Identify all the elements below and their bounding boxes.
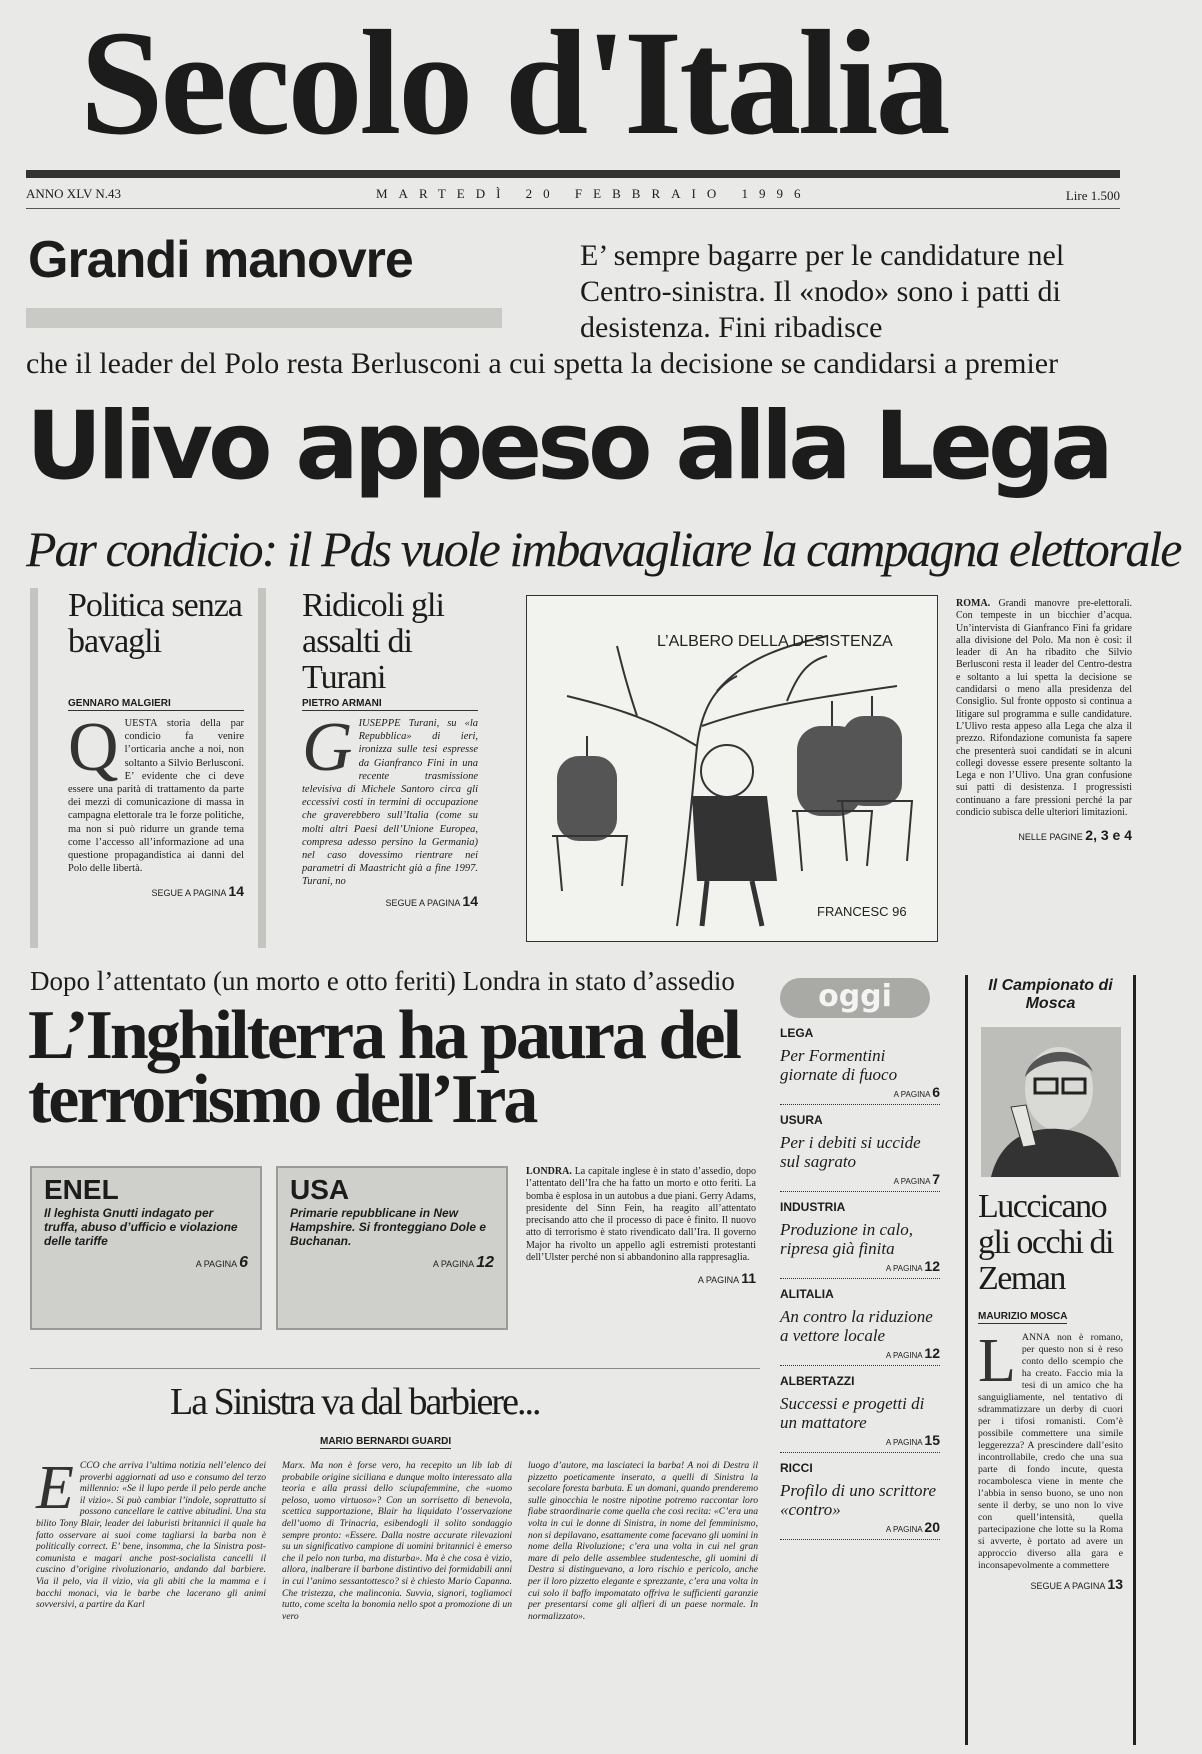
- oggi-column: [780, 978, 940, 1540]
- sport-body: [978, 1327, 1123, 1572]
- roma-dateline: ROMA.: [956, 598, 991, 609]
- oggi-title: Produzione in calo, ripresa già finita: [780, 1220, 913, 1258]
- sport-byline: MAURIZIO MOSCA: [978, 1311, 1068, 1322]
- london-body: [526, 1166, 756, 1264]
- sub-headline: Par condicio: il Pds vuole imbavagliare la campagna elettorale: [26, 521, 1181, 577]
- oggi-title: Successi e progetti di un mattatore: [780, 1394, 925, 1432]
- follow-label: SEGUE A PAGINA: [385, 897, 460, 908]
- author-photo: [981, 1027, 1121, 1177]
- oggi-section: INDUSTRIA: [780, 1200, 846, 1214]
- oggi-item[interactable]: [780, 1026, 940, 1105]
- kicker-shade: [26, 308, 502, 328]
- follow-link[interactable]: [68, 883, 244, 899]
- drop-cap: E: [36, 1454, 74, 1522]
- oggi-page: [780, 1258, 940, 1274]
- section-rule: [30, 1368, 760, 1369]
- editorial-cartoon: [526, 595, 938, 942]
- enel-box[interactable]: [30, 1166, 262, 1330]
- box-follow: [290, 1254, 494, 1272]
- follow-page: 14: [228, 883, 244, 900]
- top-deck: E’ sempre bagarre per le candidature nel Centro-sinistra. Il «nodo» sono i patti di desistenza. Fini ribadisce: [580, 239, 1065, 344]
- oggi-page: [780, 1084, 940, 1100]
- column-body: [68, 709, 244, 875]
- follow-link[interactable]: [302, 893, 478, 909]
- box-follow: [44, 1254, 248, 1272]
- sport-column: [965, 975, 1136, 1745]
- oggi-title: Per Formentini giornate di fuoco: [780, 1046, 898, 1084]
- oggi-section: USURA: [780, 1113, 823, 1127]
- follow-page: 2, 3 e 4: [1085, 827, 1132, 844]
- oggi-item[interactable]: [780, 1374, 940, 1453]
- issue-number: ANNO XLV N.43: [26, 186, 121, 201]
- follow-label: A PAGINA: [885, 1351, 923, 1360]
- follow-page: 14: [462, 892, 478, 909]
- column-body: [302, 709, 478, 889]
- portrait-icon: [981, 1027, 1121, 1177]
- barbiere-column-2: Marx. Ma non è forse vero, ha recepito un lib lab di probabile origine siciliana e dunque molto interessato alla teoria e alla prassi dello sciupafemmine, che «uomo peloso, uomo virtuoso»? Con un sorrisetto di benevola, scettica supportazione, Blair ha liquidato l’osservazione dell’uomo di Trinacria, esibendogli il solito sondaggio sempre pronto: «Essere. Dalla nostre accurate rilevazioni su un significativo campione di uomini britannici è emerso che il pelo non turba, ma disturba». Ma è che cosa è vizio, allora, inalberare il barbone distintivo dei formidabili anni in cui l’animo sessantottesco? si è chiesto Mario Capanna. Che tristezza, che malinconia. Suvvia, signori, togliamoci tutto, come scelta la bonomia nello spot a promozione di un vero: [282, 1460, 512, 1622]
- london-dateline: LONDRA.: [526, 1166, 572, 1177]
- sport-text: ANNA non è romano, per questo non si è reso conto dello scempio che ha creato. Faccio mia la tesi di un amico che ha sanguigliamente, nel tentativo di sdrammatizzare un derby di cuori per i tifosi romanisti. Com’è possibile commettere una simile leggerezza? A prescindere dall’esito incontrollabile, credo che una sua parte di fondo incute, questa rocambolesca viene in mente che l’abbia in senso buono, se uno non sente il derby, se uno non lo vive con quell’intensità, quella partecipazione che lotte su la Roma si avverte, è portato ad avere un approccio diverso alla gara e inconsapevolmente a commettere: [978, 1332, 1123, 1571]
- masthead: Secolo d'Italia: [80, 0, 948, 166]
- oggi-section: ALBERTAZZI: [780, 1374, 855, 1388]
- masthead-rule: [26, 170, 1120, 178]
- follow-label: A PAGINA: [893, 1090, 930, 1099]
- editorial-column: [302, 588, 478, 909]
- oggi-header: oggi: [780, 978, 930, 1018]
- box-label: USA: [290, 1174, 350, 1205]
- issue-date: MARTEDÌ 20 FEBBRAIO 1996: [376, 186, 812, 201]
- oggi-section: LEGA: [780, 1026, 814, 1040]
- oggi-item[interactable]: [780, 1200, 940, 1279]
- barbiere-column-3: luogo d’autore, ma lasciateci la barba! A noi di Destra il pizzetto poeticamente inserato, a quelli di Sinistra la secolare foresta barbuta. E un domani, quando prenderemo sulle ginocchia le nostre nipotine potremo raccontar loro fiabe straordinarie come quella che così recita: «C’era una volta in cui le donne di Sinistra, in nome del femminismo, non si depilavano, esattamente come facevano gli uomini in nome della Rivoluzione; c’era una volta in cui nel gran mare di pelo delle assemblee studentesche, gli uomini di Destra si distinguevano, a loro rischio e pericolo, anche per il loro pizzetto elegante e sprezzante, c’era una volta in cui solo il baffo impomatato offriva le sufficienti garanzie per presentarsi come gli alfieri di un paese normale. In normalizzato».: [528, 1460, 758, 1622]
- cartoon-drawing: [527, 596, 937, 941]
- follow-label: A PAGINA: [885, 1525, 923, 1534]
- oggi-title: Per i debiti si uccide sul sagrato: [780, 1133, 921, 1171]
- usa-box[interactable]: [276, 1166, 508, 1330]
- editorial-column: [68, 588, 244, 899]
- follow-page: 6: [239, 1254, 248, 1271]
- oggi-item[interactable]: [780, 1287, 940, 1366]
- barbiere-headline: La Sinistra va dal barbiere...: [170, 1381, 540, 1423]
- column-title: Politica senza bavagli: [68, 587, 242, 660]
- top-kicker: Grandi manovre: [28, 231, 413, 289]
- roma-column: [956, 598, 1132, 843]
- column-rule: [258, 588, 266, 948]
- oggi-section: ALITALIA: [780, 1287, 834, 1301]
- roma-text: Grandi manovre pre-elettorali. Con tempeste in un bicchier d’acqua. Un’intervista di Gianfranco Fini fa gridare alla divisione del Polo. Ma non è così: il leader di An ha ribadito che Silvio Berlusconi resta il leader del Centro-destra e soltanto a lui spetta la decisione se candidarsi o meno alla presidenza del Consiglio. Sul fronte opposto si continua a litigare sul programma e sulle candidature. L’Ulivo resta appeso alla Lega che alza il prezzo. Rifondazione comunista fa sapere che presenterà suoi candidati se in alcuni collegi dovesse essere presente soltanto la Lega e non l’Ulivo. Una gran confusione sui patti di desistenza. I progressisti continuano a fare pressioni perché la par condicio subisca delle ulteriori limitazioni.: [956, 598, 1132, 819]
- london-headline: L’Inghilterra ha paura del terrorismo dell’Ira: [28, 997, 739, 1138]
- follow-label: A PAGINA: [885, 1264, 923, 1273]
- cartoon-signature: FRANCESC 96: [817, 904, 907, 919]
- column-title: Ridicoli gli assalti di Turani: [302, 587, 444, 696]
- oggi-item[interactable]: [780, 1113, 940, 1192]
- follow-page: 6: [932, 1084, 940, 1100]
- follow-link[interactable]: [526, 1270, 756, 1286]
- oggi-page: [780, 1171, 940, 1187]
- column-byline: GENNARO MALGIERI: [68, 698, 244, 711]
- main-headline: Ulivo appeso alla Lega: [26, 392, 1109, 501]
- box-text: Il leghista Gnutti indagato per truffa, abuso d’ufficio e violazione delle tariffe: [44, 1206, 238, 1248]
- issue-price: Lire 1.500: [1065, 188, 1120, 203]
- drop-cap: L: [978, 1327, 1016, 1395]
- follow-label: A PAGINA: [697, 1275, 739, 1286]
- london-column: [526, 1166, 756, 1286]
- follow-page: 12: [924, 1345, 940, 1361]
- column-byline: PIETRO ARMANI: [302, 698, 478, 711]
- follow-label: A PAGINA: [885, 1438, 923, 1447]
- dateline: [26, 180, 1120, 209]
- follow-page: 12: [924, 1258, 940, 1274]
- column-text: CCO che arriva l’ultima notizia nell’elenco dei proverbi aggiornati ad uso e consumo del terzo millennio: «Se il lupo perde il pelo perde anche il vizio». Si può cambiar l’indole, soprattutto si possono cancellare le cattive abitudini. Una sta bilito Tony Blair, leader dei laburisti britannici il quale ha fatto osservare ai suoi come tagliarsi la barba non è politically correct. E’ bene, insomma, che la Sinistra post-comunista e magari anche post-socialista cancelli il cuscino d’origine rivoluzionario, andando dal barbiere. Via il pelo, via il vizio, via gli abiti che la mamma e i bacchi monaci, via le barbe che lacerano gli animi sovversivi, a partire da Karl: [36, 1460, 266, 1611]
- follow-link[interactable]: [978, 1576, 1123, 1592]
- follow-page: 20: [924, 1519, 940, 1535]
- london-kicker: Dopo l’attentato (un morto e otto feriti) Londra in stato d’assedio: [30, 966, 735, 996]
- follow-page: 7: [932, 1171, 940, 1187]
- london-text: La capitale inglese è in stato d’assedio, dopo l’attentato dell’Ira che ha fatto un morto e otto feriti. La bomba è esplosa in un autobus a due piani. Gerry Adams, presidente del Sinn Fein, ha reagito all’attentato precisando atto che il processo di pace è finito. Il nuovo atto di terrorismo è stato rivendicato dall’Ira. Il governo Major ha rivolto un appello agli estremisti protestanti dell’Ulster perché non si abbandonino alla rappresaglia.: [526, 1166, 756, 1264]
- oggi-page: [780, 1519, 940, 1535]
- follow-label: A PAGINA: [432, 1259, 474, 1269]
- follow-label: SEGUE A PAGINA: [151, 888, 226, 899]
- oggi-title: Profilo di uno scrittore «contro»: [780, 1481, 936, 1519]
- drop-cap: G: [302, 709, 353, 786]
- column-text: UESTA storia della par condicio fa venire l’orticaria anche a noi, non soltanto a Silvio Berlusconi. E’ evidente che ci deve essere una parità di trattamento da parte dei mezzi di comunicazione di massa in campagna elettorale tra le forze politiche, ma non si può ridurre un grande tema come l’accesso all’informazione ad una questione propagandistica ai danni del Polo delle libertà.: [68, 718, 244, 875]
- top-deck-continued: che il leader del Polo resta Berlusconi a cui spetta la decisione se candidarsi a premier: [26, 347, 1059, 380]
- follow-label: SEGUE A PAGINA: [1030, 1581, 1105, 1591]
- oggi-page: [780, 1345, 940, 1361]
- drop-cap: Q: [68, 709, 119, 786]
- box-text: Primarie repubblicane in New Hampshire. Si fronteggiano Dole e Buchanan.: [290, 1206, 487, 1248]
- column-text: IUSEPPE Turani, su «la Repubblica» di ieri, ironizza sulle tesi espresse da Gianfranco Fini in una recente trasmissione televisiva di Michele Santoro circa gli eccessivi costi in termini di occupazione che graverebbero sull’Italia (come su molti altri Paesi dell’Unione Europea, compresa adesso persino la Germania) nel caso dovessimo rientrare nei parametri di Maastricht già a fine 1997. Turani, no: [302, 718, 478, 888]
- barbiere-column-1: [36, 1454, 266, 1611]
- sport-headline: Luccicano gli occhi di Zeman: [978, 1188, 1113, 1297]
- follow-page: 15: [924, 1432, 940, 1448]
- oggi-page: [780, 1432, 940, 1448]
- follow-label: NELLE PAGINE: [1018, 832, 1083, 843]
- column-rule: [30, 588, 38, 948]
- follow-page: 11: [741, 1270, 756, 1287]
- roma-body: [956, 598, 1132, 819]
- box-label: ENEL: [44, 1174, 119, 1205]
- follow-page: 13: [1107, 1576, 1123, 1592]
- barbiere-byline: MARIO BERNARDI GUARDI: [320, 1436, 452, 1447]
- follow-page: 12: [476, 1254, 494, 1271]
- follow-link[interactable]: [956, 827, 1132, 843]
- cartoon-caption: L’ALBERO DELLA DESISTENZA: [657, 633, 893, 650]
- oggi-item[interactable]: [780, 1461, 940, 1540]
- oggi-title: An contro la riduzione a vettore locale: [780, 1307, 933, 1345]
- sport-kicker: Il Campionato di Mosca: [988, 977, 1113, 1012]
- follow-label: A PAGINA: [893, 1177, 930, 1186]
- follow-label: A PAGINA: [195, 1259, 237, 1269]
- oggi-section: RICCI: [780, 1461, 813, 1475]
